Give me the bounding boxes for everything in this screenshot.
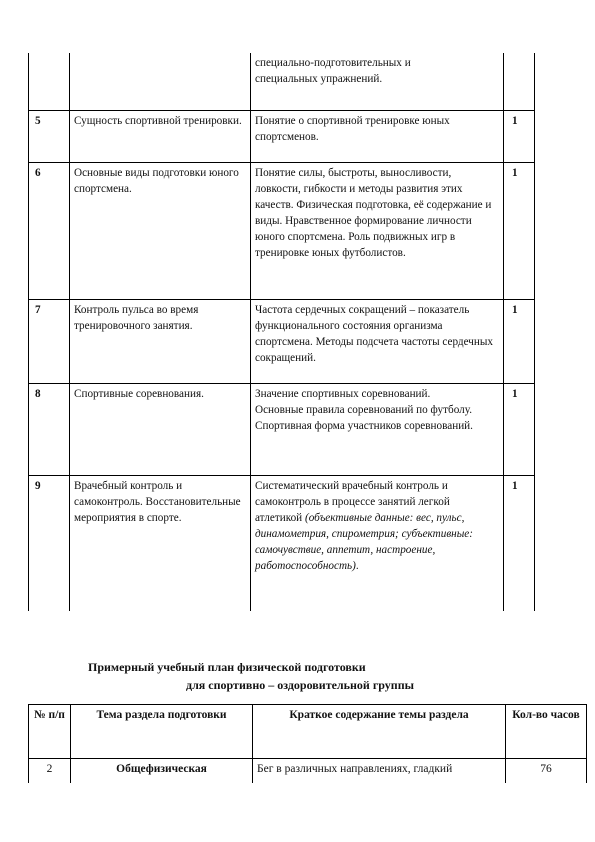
row-content [251,53,504,110]
row-content [251,110,504,162]
row-topic [70,53,251,110]
row-number: 8 [29,383,70,475]
table-row [29,299,535,383]
table-row [29,475,535,611]
row-content [251,299,504,383]
row-topic: Спортивные соревнования. [70,383,251,475]
row-number: 7 [29,299,70,383]
content-text: Систематический врачебный контроль и самоконтроль в процессе занятий легкой атлетикой [255,479,450,524]
table-row [29,759,587,783]
content-line: Понятие о спортивной тренировке юных спортсменов. [255,114,450,143]
row-topic: Сущность спортивной тренировки. [70,110,251,162]
table-header-row [29,705,587,759]
row-content: Бег в различных направлениях, гладкий [253,759,506,783]
content-line: Значение спортивных соревнований. [255,387,431,400]
content-line: Основные правила соревнований по футболу. [255,403,472,416]
row-topic: Общефизическая [71,759,253,783]
row-hours [504,53,535,110]
section-title-line-1: Примерный учебный план физической подготовки [88,660,366,674]
content-line: Понятие силы, быстроты, выносливости, ловкости, гибкости и методы развития этих качеств. Физическая подготовка, её содержание и виды. Нравственное формирование личности юного спортсмена. Роль подвижных игр в тренировке юных футболистов. [255,166,492,259]
row-content [251,162,504,299]
content-line: Частота сердечных сокращений – показатель функционального состояния организма спортсмена. Методы подсчета частоты сердечных сокращений. [255,303,493,364]
content-line: специальных упражнений. [255,73,383,85]
row-topic: Врачебный контроль и самоконтроль. Восстановительные мероприятия в спорте. [70,475,251,611]
row-content [251,475,504,611]
section-title-line-2: для спортивно – оздоровительной группы [186,678,414,692]
physical-plan-table [28,704,587,783]
row-hours: 1 [504,383,535,475]
header-hours: Кол-во часов [506,705,587,759]
row-number: 6 [29,162,70,299]
header-content: Краткое содержание темы раздела [253,705,506,759]
row-hours: 1 [504,110,535,162]
row-hours: 76 [506,759,587,783]
row-number: 2 [29,759,71,783]
content-line: Спортивная форма участников соревнований. [255,419,473,432]
table-row [29,110,535,162]
row-hours: 1 [504,162,535,299]
table-row [29,53,535,110]
row-hours: 1 [504,299,535,383]
table-row [29,162,535,299]
content-italic-text: (объективные данные: вес, пульс, динамометрия, спирометрия; субъективные: самочувствие, аппетит, настроение, работоспособность) [255,511,473,572]
header-topic: Тема раздела подготовки [71,705,253,759]
row-number: 5 [29,110,70,162]
content-end: . [355,559,359,572]
theory-plan-table [28,53,535,611]
row-topic: Контроль пульса во время тренировочного занятия. [70,299,251,383]
row-content [251,383,504,475]
header-num: № п/п [29,705,71,759]
row-hours: 1 [504,475,535,611]
table-row [29,383,535,475]
row-number: 9 [29,475,70,611]
content-line: специально-подготовительных и [255,57,411,69]
row-number [29,53,70,110]
row-topic: Основные виды подготовки юного спортсмена. [70,162,251,299]
